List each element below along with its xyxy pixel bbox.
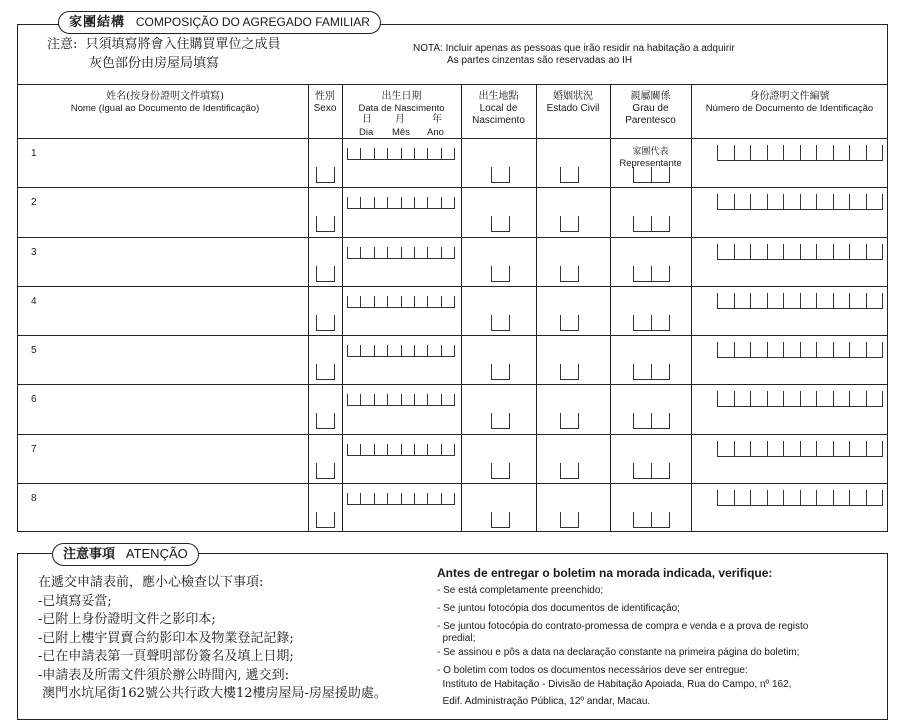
attention-cn-list: [38, 593, 433, 704]
name-field[interactable]: [45, 388, 303, 428]
representative-label-cn: 家團代表: [632, 147, 669, 157]
header-sex: [308, 91, 342, 115]
id-number-field[interactable]: [717, 391, 883, 407]
attention-cn-item: 澳門水坑尾街162號公共行政大樓12樓房屋局-房屋援助處。: [38, 686, 387, 701]
header-kin-cn: 親屬關係: [630, 91, 671, 102]
attention-pt-item: - Se está completamente preenchido;: [437, 585, 604, 596]
sex-field[interactable]: [316, 463, 335, 479]
header-day-cn: 日: [362, 114, 372, 125]
row-divider: [17, 483, 888, 484]
attention-cn-item: -已填寫妥當;: [38, 593, 112, 609]
attention-pt-item: Instituto de Habitação - Divisão de Habitação Apoiada, Rua do Campo, nº 162,: [437, 679, 792, 690]
name-field[interactable]: [45, 142, 303, 182]
birth-date-field[interactable]: [347, 197, 455, 209]
note-cn-line2: 灰色部份由房屋局填寫: [89, 56, 220, 71]
row-divider: [17, 286, 888, 287]
row-number: 5: [31, 345, 37, 356]
civil-status-field[interactable]: [560, 512, 579, 528]
relationship-field[interactable]: [633, 413, 670, 429]
name-field[interactable]: [45, 191, 303, 231]
col-divider-dob: [342, 84, 343, 532]
header-sex-pt: Sexo: [313, 103, 337, 114]
sex-field[interactable]: [316, 167, 335, 183]
row-divider: [17, 187, 888, 188]
attention-cn-item: -已附上樓宇買賣合約影印本及物業登記記錄;: [38, 630, 294, 646]
header-civil-pt: Estado Civil: [546, 103, 600, 114]
header-year-pt: Ano: [427, 127, 444, 138]
row-number: 6: [31, 394, 37, 406]
civil-status-field[interactable]: [560, 266, 579, 282]
birth-place-field[interactable]: [491, 512, 510, 528]
birth-place-field[interactable]: [491, 167, 510, 183]
civil-status-field[interactable]: [560, 216, 579, 232]
attention-pt-item: Edif. Administração Pública, 12º andar, Macau.: [437, 696, 651, 707]
header-dob: [342, 91, 461, 115]
id-number-field[interactable]: [717, 244, 883, 260]
birth-date-field[interactable]: [347, 493, 455, 505]
note-cn-label: 注意:: [47, 37, 78, 52]
row-number: 8: [31, 492, 37, 504]
attention-cn-item: -申請表及所需文件須於辦公時間內, 遞交到:: [38, 667, 290, 683]
note-pt-line1: NOTA: Incluir apenas as pessoas que irão residir na habitação a adquirir: [413, 43, 735, 54]
header-day-pt: Dia: [359, 127, 374, 138]
section-title-cn: 家團結構: [69, 15, 126, 30]
representative-label-pt: Representante: [619, 158, 682, 169]
id-number-field[interactable]: [717, 342, 883, 358]
row-number: 2: [31, 197, 37, 209]
birth-date-field[interactable]: [347, 296, 455, 308]
header-place-pt-1: Local de: [479, 103, 518, 114]
birth-date-field[interactable]: [347, 247, 455, 259]
birth-place-field[interactable]: [491, 315, 510, 331]
section-title-pt: COMPOSIÇÃO DO AGREGADO FAMILIAR: [135, 15, 370, 29]
header-dob-cn: 出生日期: [381, 91, 422, 102]
col-divider-place: [461, 84, 462, 532]
id-number-field[interactable]: [717, 194, 883, 210]
sex-field[interactable]: [316, 216, 335, 232]
header-kin-pt-2: Parentesco: [625, 115, 676, 126]
attention-cn-item: -已在申請表第一頁聲明部份簽名及填上日期;: [38, 649, 294, 664]
id-number-field[interactable]: [717, 145, 883, 161]
note-pt: [413, 43, 735, 67]
header-month-pt: Mês: [392, 127, 410, 138]
row-number: 3: [31, 246, 37, 258]
relationship-field[interactable]: [633, 512, 670, 528]
col-divider-doc: [691, 84, 692, 532]
attention-pt-item: - Se juntou fotocópia dos documentos de identificação;: [437, 603, 680, 614]
relationship-field[interactable]: [633, 463, 670, 479]
row-number: 7: [31, 443, 37, 455]
attention-pt-block: [437, 566, 882, 714]
row-number: 1: [31, 148, 37, 159]
attention-pt-item: - Se juntou fotocópia do contrato-promessa de compra e venda e a prova de registo: [437, 621, 809, 632]
table-header-rule: [17, 138, 888, 139]
header-doc-cn: 身份證明文件編號: [749, 91, 830, 102]
attention-title-pt: ATENÇÃO: [125, 546, 188, 561]
note-pt-line2: As partes cinzentas são reservadas ao IH: [447, 55, 633, 66]
civil-status-field[interactable]: [560, 413, 579, 429]
civil-status-field[interactable]: [560, 364, 579, 380]
sex-field[interactable]: [316, 512, 335, 528]
relationship-field[interactable]: [633, 315, 670, 331]
id-number-field[interactable]: [717, 441, 883, 457]
header-civil: [536, 91, 610, 115]
birth-date-field[interactable]: [347, 394, 455, 406]
attention-cn-item: -已附上身份證明文件之影印本;: [38, 612, 216, 627]
relationship-field[interactable]: [633, 216, 670, 232]
note-cn: [47, 35, 281, 73]
sex-field[interactable]: [316, 266, 335, 282]
attention-title-cn: 注意事項: [63, 547, 116, 562]
row-divider: [17, 335, 888, 336]
representative-label: [610, 147, 691, 169]
note-cn-line1: 只須填寫將會入住購買單位之成員: [85, 37, 281, 52]
name-field[interactable]: [45, 487, 303, 527]
civil-status-field[interactable]: [560, 315, 579, 331]
row-divider: [17, 434, 888, 435]
attention-pt-item: - O boletim com todos os documentos necessários deve ser entregue:: [437, 665, 748, 676]
relationship-field[interactable]: [633, 364, 670, 380]
birth-date-field[interactable]: [347, 444, 455, 456]
sex-field[interactable]: [316, 413, 335, 429]
id-number-field[interactable]: [717, 293, 883, 309]
section-title-household: [58, 11, 381, 34]
header-civil-cn: 婚姻狀況: [553, 91, 593, 102]
header-doc-pt: Número de Documento de Identificação: [705, 103, 874, 114]
header-year-cn: 年: [432, 114, 442, 125]
col-divider-civil: [536, 84, 537, 532]
header-dob-pt: Data de Nascimento: [358, 103, 445, 114]
name-field[interactable]: [45, 241, 303, 281]
birth-place-field[interactable]: [491, 463, 510, 479]
header-place-pt-2: Nascimento: [472, 115, 525, 126]
header-place-cn: 出生地點: [478, 91, 519, 102]
attention-cn-intro: 在遞交申請表前，應小心檢查以下事項:: [38, 575, 264, 590]
sex-field[interactable]: [316, 364, 335, 380]
birth-date-field[interactable]: [347, 148, 455, 160]
section-title-attention: [52, 543, 199, 566]
header-name-cn: 姓名(按身份證明文件填寫): [106, 91, 224, 102]
birth-place-field[interactable]: [491, 216, 510, 232]
birth-date-field[interactable]: [347, 345, 455, 357]
attention-pt-title: Antes de entregar o boletim na morada indicada, verifique:: [437, 566, 773, 580]
attention-pt-item: - Se assinou e pôs a data na declaração constante na primeira página do boletim;: [437, 647, 800, 658]
civil-status-field[interactable]: [560, 167, 579, 183]
header-name: [30, 91, 300, 115]
attention-pt-item: predial;: [437, 633, 476, 644]
header-kin-pt-1: Grau de: [632, 103, 669, 114]
header-kin: [610, 91, 691, 127]
civil-status-field[interactable]: [560, 463, 579, 479]
row-divider: [17, 237, 888, 238]
name-field[interactable]: [45, 438, 303, 478]
table-top-rule: [17, 84, 888, 85]
header-place: [461, 91, 536, 127]
relationship-field[interactable]: [633, 266, 670, 282]
header-sex-cn: 性別: [315, 91, 335, 102]
birth-place-field[interactable]: [491, 266, 510, 282]
relationship-field[interactable]: [633, 167, 670, 183]
header-month-cn: 月: [395, 114, 405, 125]
row-divider: [17, 384, 888, 385]
name-field[interactable]: [45, 290, 303, 330]
birth-place-field[interactable]: [491, 413, 510, 429]
row-number: 4: [31, 295, 37, 307]
col-divider-sex: [308, 84, 309, 532]
name-field[interactable]: [45, 339, 303, 379]
birth-place-field[interactable]: [491, 364, 510, 380]
attention-pt-list: [437, 585, 882, 708]
attention-cn-block: [38, 574, 433, 704]
header-doc: [691, 91, 888, 115]
header-name-pt: Nome (Igual ao Documento de Identificação): [70, 103, 260, 114]
sex-field[interactable]: [316, 315, 335, 331]
id-number-field[interactable]: [717, 490, 883, 506]
